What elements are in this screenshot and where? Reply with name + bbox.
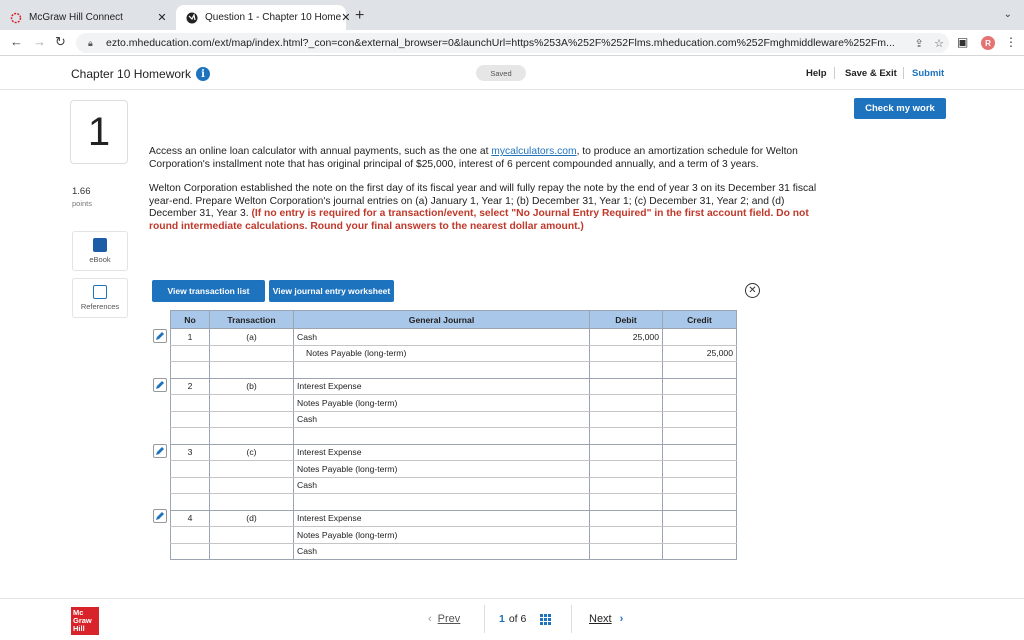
mycalculators-link[interactable]: mycalculators.com (491, 146, 577, 157)
table-row (171, 543, 737, 560)
debit-cell (590, 510, 663, 527)
question-pager[interactable] (499, 613, 551, 625)
table-header-row (171, 311, 737, 329)
reload-icon[interactable]: ↻ (55, 34, 66, 49)
tab-search-chevron-icon[interactable]: ⌄ (1003, 9, 1012, 20)
credit-cell (663, 510, 737, 527)
submit-link[interactable]: Submit (912, 68, 945, 79)
browser-tab-connect[interactable] (0, 5, 176, 30)
credit-cell (663, 329, 737, 346)
entry-no: 2 (171, 378, 210, 395)
connect-favicon-icon (10, 12, 22, 24)
current-question: 1 (499, 613, 505, 625)
credit-cell (663, 477, 737, 494)
account-cell: Notes Payable (long-term) (294, 461, 590, 478)
references-icon (93, 285, 107, 299)
tab-close-icon[interactable]: ✕ (341, 12, 351, 24)
account-cell: Cash (294, 411, 590, 428)
credit-cell (663, 411, 737, 428)
spacer-row (171, 494, 737, 511)
debit-cell (590, 543, 663, 560)
debit-cell (590, 444, 663, 461)
debit-cell (590, 345, 663, 362)
help-link[interactable]: Help (806, 68, 827, 79)
assignment-title-text: Chapter 10 Homework (71, 67, 192, 81)
assignment-title (71, 67, 210, 81)
grid-icon[interactable] (540, 614, 551, 625)
account-cell: Cash (294, 477, 590, 494)
general-journal-table (170, 310, 737, 560)
credit-cell (663, 461, 737, 478)
sidepanel-icon[interactable]: ▣ (957, 35, 969, 49)
col-header-general-journal: General Journal (294, 311, 590, 329)
spacer-row (171, 362, 737, 379)
debit-cell: 25,000 (590, 329, 663, 346)
table-row (171, 527, 737, 544)
forward-arrow-icon[interactable]: → (33, 34, 46, 49)
col-header-no: No (171, 311, 210, 329)
close-circle-icon[interactable]: ✕ (745, 283, 760, 298)
footer-divider (484, 605, 485, 633)
total-questions: of 6 (508, 613, 527, 625)
table-row (171, 411, 737, 428)
credit-cell (663, 527, 737, 544)
new-tab-plus-icon[interactable]: + (355, 7, 365, 24)
question-text (149, 146, 821, 245)
account-cell: Notes Payable (long-term) (294, 395, 590, 412)
view-journal-worksheet-button[interactable]: View journal entry worksheet (269, 280, 394, 302)
col-header-credit: Credit (663, 311, 737, 329)
tab-label: McGraw Hill Connect (29, 12, 123, 23)
table-row (171, 378, 737, 395)
points-label: points (72, 199, 93, 208)
next-label: Next (589, 613, 612, 625)
account-cell: Notes Payable (long-term) (294, 345, 590, 362)
account-cell: Notes Payable (long-term) (294, 527, 590, 544)
debit-cell (590, 378, 663, 395)
tab-label: Question 1 - Chapter 10 Home (205, 12, 342, 23)
credit-cell (663, 444, 737, 461)
browser-tab-bar (0, 0, 1024, 30)
account-cell: Interest Expense (294, 444, 590, 461)
debit-cell (590, 461, 663, 478)
question-paragraph-1: Access an online loan calculator with annual payments, such as the one at mycalculators.com, to produce an amortization schedule for Welton Corporation's installment note that has original principal of $25,000, interest of 6 percent compounded annually, and a term of 3 years. (149, 146, 798, 170)
url-text: ezto.mheducation.com/ext/map/index.html?_con=con&external_browser=0&launchUrl=https%253A%252F%252Flms.mheducation.com%252Fmghmiddleware%252Fm... (106, 37, 895, 49)
lock-icon: 🔒︎ (88, 37, 93, 48)
info-icon[interactable]: i (196, 67, 210, 81)
credit-cell (663, 395, 737, 412)
entry-no: 3 (171, 444, 210, 461)
entry-transaction: (d) (210, 510, 294, 527)
entry-transaction: (a) (210, 329, 294, 346)
points-value: 1.66 (72, 186, 91, 197)
credit-cell (663, 543, 737, 560)
header-divider (903, 67, 904, 79)
question-paragraph-2: Welton Corporation established the note on the first day of its fiscal year and will fully repay the note by the end of year 3 on its December 31 fiscal year-end. Prepare Welton Corporation's journal entries on (a) January 1, Year 1; (b) December 31, Year 1; (c) December 31, Year 2; and (d) December 31, Year 3. (If no entry is required for a transaction/event, select "No Journal Entry Required" in the first account field. Do not round intermediate calculations. Round your final answers to the nearest dollar amount.) (149, 183, 817, 232)
header-divider (834, 67, 835, 79)
page-header (0, 57, 1024, 90)
saved-status-badge: Saved (476, 65, 526, 81)
mcgraw-hill-logo: Mc Graw Hill (71, 607, 99, 635)
debit-cell (590, 395, 663, 412)
chevron-right-icon: › (619, 613, 624, 625)
browser-tab-question[interactable] (176, 5, 351, 30)
question-number: 1 (70, 100, 128, 164)
back-arrow-icon[interactable]: ← (10, 34, 23, 49)
entry-no: 4 (171, 510, 210, 527)
account-cell: Interest Expense (294, 378, 590, 395)
entry-no: 1 (171, 329, 210, 346)
prev-label: Prev (437, 613, 461, 625)
table-row (171, 461, 737, 478)
account-cell: Cash (294, 329, 590, 346)
account-cell: Cash (294, 543, 590, 560)
table-row (171, 345, 737, 362)
points-indicator (72, 186, 92, 210)
debit-cell (590, 411, 663, 428)
col-header-transaction: Transaction (210, 311, 294, 329)
view-transaction-list-button[interactable]: View transaction list (152, 280, 265, 302)
url-field[interactable] (76, 33, 949, 53)
table-row (171, 510, 737, 527)
credit-cell: 25,000 (663, 345, 737, 362)
references-label: References (80, 302, 120, 311)
table-row (171, 444, 737, 461)
entry-transaction: (b) (210, 378, 294, 395)
check-my-work-button[interactable]: Check my work (854, 98, 946, 119)
edit-entry-4-pencil-icon[interactable] (153, 509, 167, 523)
references-button[interactable] (72, 278, 128, 318)
spacer-row (171, 428, 737, 445)
table-row (171, 329, 737, 346)
prev-button[interactable] (428, 613, 460, 625)
debit-cell (590, 477, 663, 494)
table-row (171, 477, 737, 494)
save-exit-link[interactable]: Save & Exit (845, 68, 897, 79)
edit-entry-2-pencil-icon[interactable] (153, 378, 167, 392)
table-row (171, 395, 737, 412)
credit-cell (663, 378, 737, 395)
bookmark-star-icon[interactable]: ☆ (934, 37, 944, 50)
globe-favicon-icon (186, 12, 198, 24)
ebook-button[interactable] (72, 231, 128, 271)
next-button[interactable] (589, 613, 623, 625)
account-cell: Interest Expense (294, 510, 590, 527)
edit-entry-3-pencil-icon[interactable] (153, 444, 167, 458)
debit-cell (590, 527, 663, 544)
tab-close-icon[interactable]: ✕ (157, 12, 167, 24)
ebook-label: eBook (89, 255, 111, 264)
book-icon (93, 238, 107, 252)
page-footer (0, 598, 1024, 640)
edit-entry-1-pencil-icon[interactable] (153, 329, 167, 343)
footer-divider (571, 605, 572, 633)
browser-menu-icon[interactable]: ⋮ (1005, 35, 1017, 49)
share-icon[interactable]: ⇪ (914, 37, 924, 50)
profile-avatar[interactable]: R (981, 36, 995, 50)
chevron-left-icon: ‹ (428, 613, 432, 625)
entry-transaction: (c) (210, 444, 294, 461)
col-header-debit: Debit (590, 311, 663, 329)
browser-address-bar (0, 30, 1024, 56)
question-instructions: (If no entry is required for a transaction/event, select "No Journal Entry Required" in the first account field. Do not round intermediate calculations. Round your final answers to the nearest dollar amount.) (149, 208, 809, 232)
